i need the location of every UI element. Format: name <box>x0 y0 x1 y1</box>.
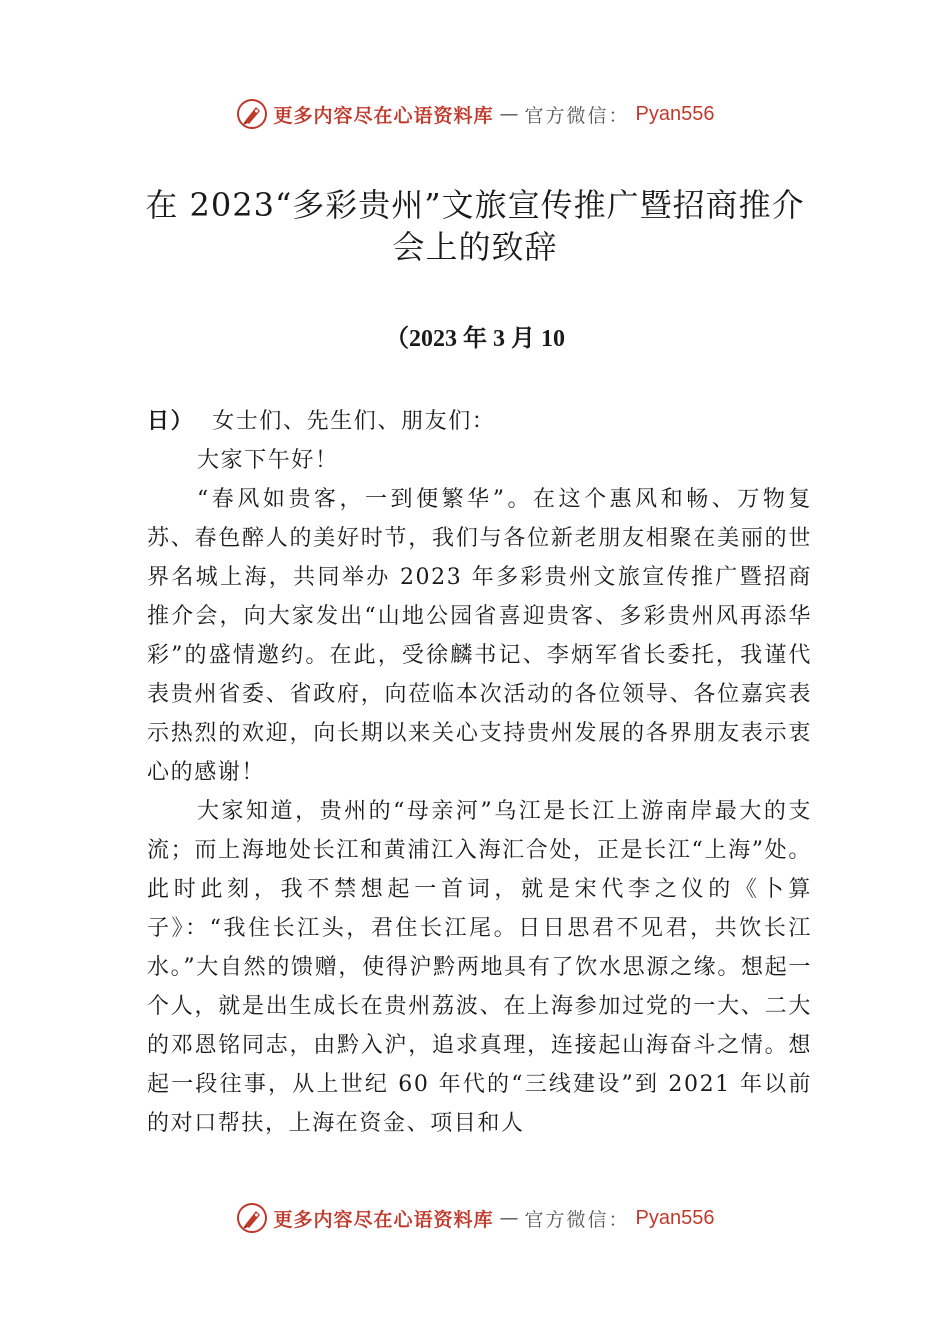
footer-banner-wechat-id: Pyan556 <box>635 1206 715 1229</box>
paragraph-welcome: “春风如贵客，一到便繁华”。在这个惠风和畅、万物复苏、春色醉人的美好时节，我们与各位新老朋友相聚在美丽的世界名城上海，共同举办 2023 年多彩贵州文旅宣传推广暨招商推介会，向大家发出“山地公园省喜迎贵客、多彩贵州风再添华彩”的盛情邀约。在此，受徐麟书记、李炳军省长委托，我谨代表贵州省委、省政府，向莅临本次活动的各位领导、各位嘉宾表示热烈的欢迎，向长期以来关心支持贵州发展的各界朋友表示衷心的感谢！ <box>147 487 812 785</box>
footer-banner-main-text: 更多内容尽在心语资料库 <box>273 1208 494 1231</box>
footer-banner-wechat-label: 官方微信： <box>524 1208 630 1231</box>
salutation-line <box>147 402 812 441</box>
document-body <box>147 402 812 1143</box>
pen-nib-icon <box>236 98 268 130</box>
header-banner <box>0 96 950 132</box>
paragraph-history: 大家知道，贵州的“母亲河”乌江是长江上游南岸最大的支流；而上海地处长江和黄浦江入海汇合处，正是长江“上海”处。此时此刻，我不禁想起一首词，就是宋代李之仪的《卜算子》：“我住长江头，君住长江尾。日日思君不见君，共饮长江水。”大自然的馈赠，使得沪黔两地具有了饮水思源之缘。想起一个人，就是出生成长在贵州荔波、在上海参加过党的一大、二大的邓恩铭同志，由黔入沪，追求真理，连接起山海奋斗之情。想起一段往事，从上世纪 60 年代的“三线建设”到 2021 年以前的对口帮扶，上海在资金、项目和人 <box>147 799 812 1136</box>
document-date: （2023 年 3 月 10 <box>385 326 565 352</box>
banner-main-text: 更多内容尽在心语资料库 <box>273 104 494 127</box>
date-tail: 日） <box>147 409 195 434</box>
paragraph-greeting: 大家下午好！ <box>197 448 339 473</box>
pen-nib-icon <box>236 1202 268 1234</box>
banner-separator: — <box>499 103 519 125</box>
footer-banner <box>0 1200 950 1236</box>
salutation: 女士们、先生们、朋友们： <box>212 409 496 434</box>
footer-banner-separator: — <box>499 1207 519 1229</box>
banner-wechat-id: Pyan556 <box>635 102 715 125</box>
document-title: 在 2023“多彩贵州”文旅宣传推广暨招商推介会上的致辞 <box>145 186 805 266</box>
banner-wechat-label: 官方微信： <box>524 104 630 127</box>
